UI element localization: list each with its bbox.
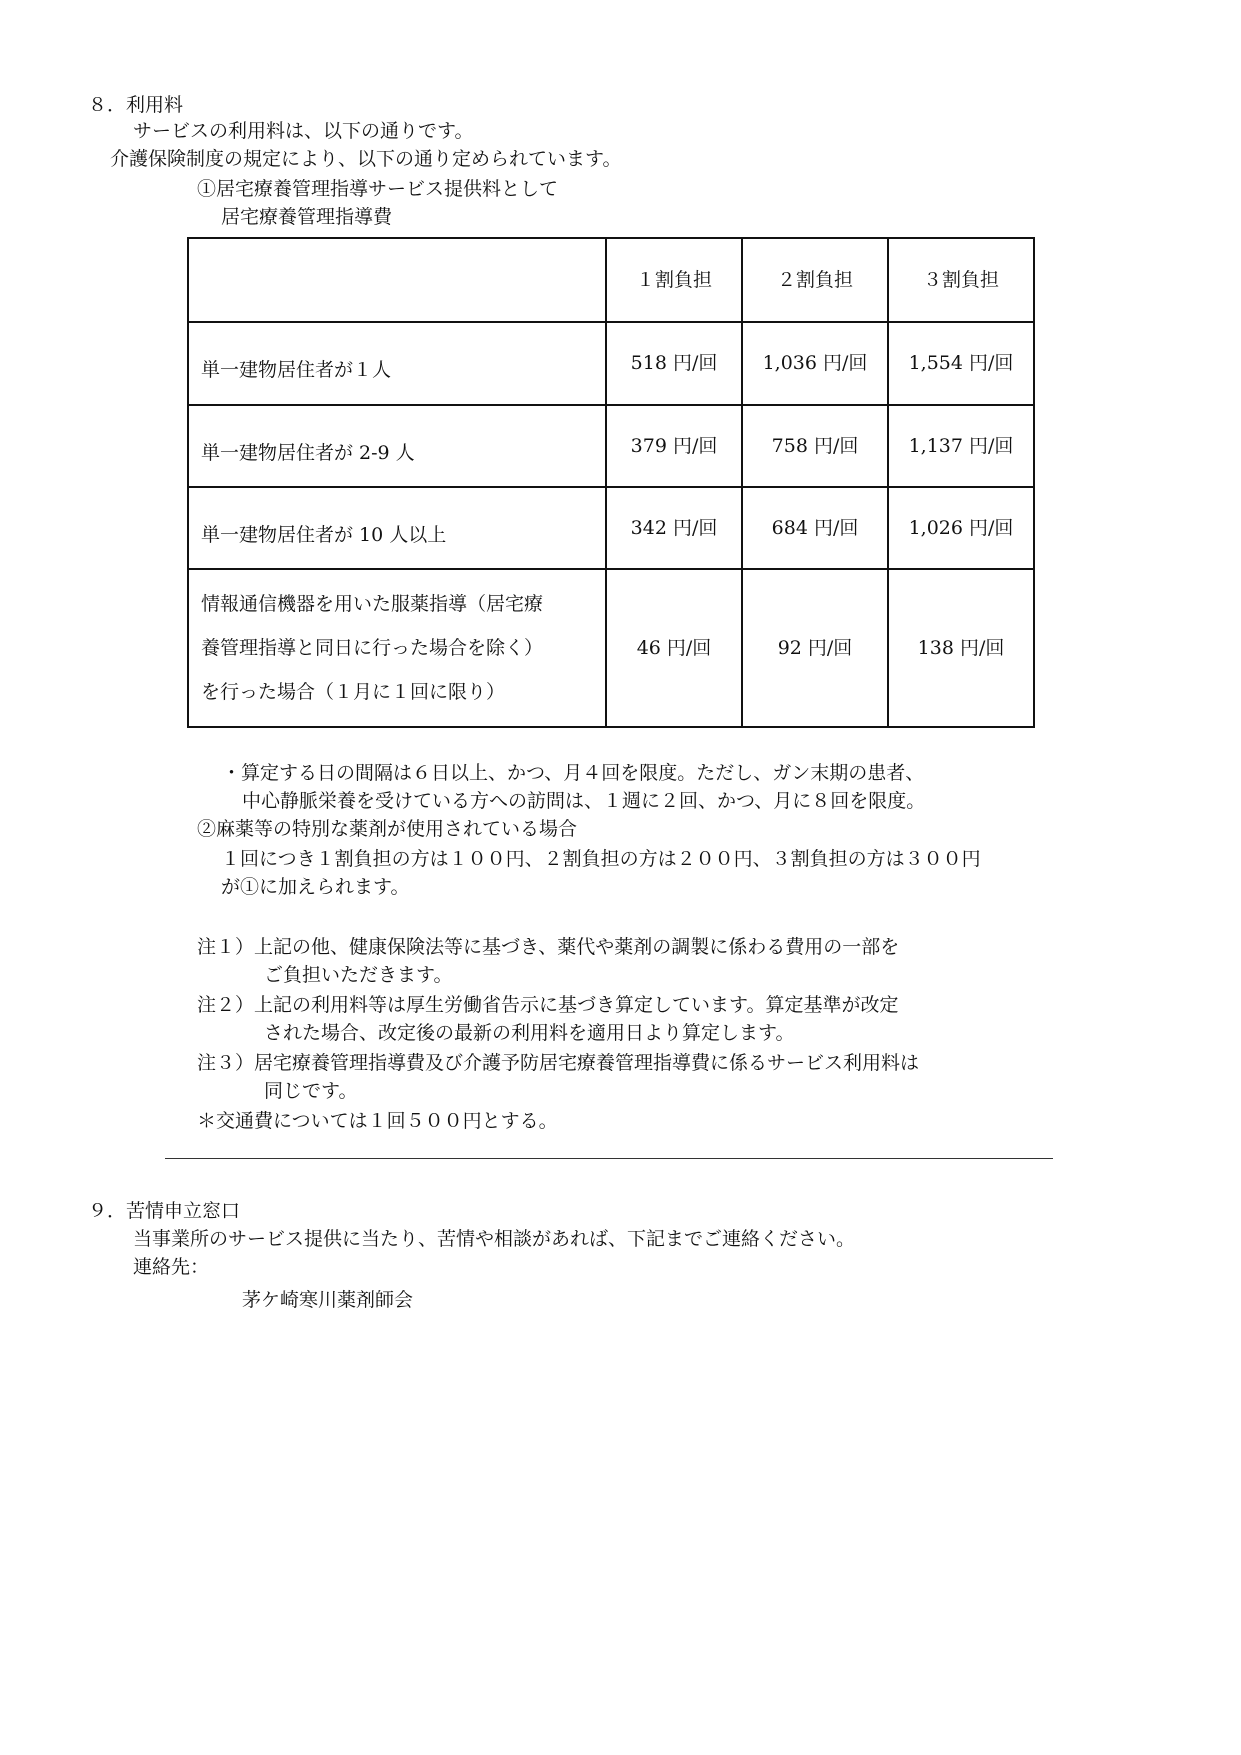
section-8-intro-line-1: サービスの利用料は、以下の通りです。: [133, 120, 474, 142]
bullet-line-1: ・算定する日の間隔は６日以上、かつ、月４回を限度。ただし、ガン末期の患者、: [222, 762, 925, 784]
transport-note: ＊交通費については１回５００円とする。: [197, 1110, 558, 1132]
row-value-1-wari: 518 円/回: [606, 322, 742, 405]
note-1-line-2: ご負担いただきます。: [264, 964, 453, 986]
row-label: 単一建物居住者が 2-9 人: [188, 405, 606, 487]
table-row: [188, 405, 1034, 487]
table-row: [188, 322, 1034, 405]
section-8-intro-line-2: 介護保険制度の規定により、以下の通り定められています。: [110, 148, 622, 170]
note-2-line-2: された場合、改定後の最新の利用料を適用日より算定します。: [264, 1022, 795, 1044]
row-value-3-wari: 138 円/回: [888, 569, 1034, 727]
table-header-2-wari: ２割負担: [742, 238, 888, 322]
row-value-3-wari: 1,137 円/回: [888, 405, 1034, 487]
row-label: 単一建物居住者が 10 人以上: [188, 487, 606, 569]
row-value-1-wari: 379 円/回: [606, 405, 742, 487]
row-value-3-wari: 1,554 円/回: [888, 322, 1034, 405]
table-header-3-wari: ３割負担: [888, 238, 1034, 322]
table-header-empty: [188, 238, 606, 322]
item-1-subtitle: 居宅療養管理指導費: [221, 206, 393, 228]
note-3-line-2: 同じです。: [264, 1080, 358, 1102]
section-divider: [165, 1158, 1053, 1159]
row-value-2-wari: 1,036 円/回: [742, 322, 888, 405]
item-2-title: ②麻薬等の特別な薬剤が使用されている場合: [197, 818, 578, 840]
item-1-title: ①居宅療養管理指導サービス提供料として: [197, 178, 559, 200]
row-label-line: 情報通信機器を用いた服薬指導（居宅療: [201, 593, 544, 615]
row-label-multiline: [188, 569, 606, 727]
note-1-line-1: 注１）上記の他、健康保険法等に基づき、薬代や薬剤の調製に係わる費用の一部を: [197, 936, 900, 958]
row-value-2-wari: 684 円/回: [742, 487, 888, 569]
contact-label: 連絡先：: [133, 1256, 210, 1278]
row-label-line: を行った場合（１月に１回に限り）: [201, 681, 506, 703]
section-9-line-1: 当事業所のサービス提供に当たり、苦情や相談があれば、下記までご連絡ください。: [133, 1228, 856, 1250]
table-header-1-wari: １割負担: [606, 238, 742, 322]
row-value-3-wari: 1,026 円/回: [888, 487, 1034, 569]
row-label-line: 養管理指導と同日に行った場合を除く）: [201, 637, 544, 659]
section-8-heading: ８．利用料: [88, 94, 184, 116]
row-label: 単一建物居住者が１人: [188, 322, 606, 405]
row-value-1-wari: 46 円/回: [606, 569, 742, 727]
table-row: [188, 487, 1034, 569]
table-header-row: [188, 238, 1034, 322]
table-row: [188, 569, 1034, 727]
item-2-line-2: が①に加えられます。: [221, 876, 410, 898]
row-value-2-wari: 758 円/回: [742, 405, 888, 487]
bullet-line-2: 中心静脈栄養を受けている方への訪問は、１週に２回、かつ、月に８回を限度。: [242, 790, 926, 812]
section-9-heading: ９．苦情申立窓口: [88, 1200, 241, 1222]
note-2-line-1: 注２）上記の利用料等は厚生労働省告示に基づき算定しています。算定基準が改定: [197, 994, 899, 1016]
row-value-1-wari: 342 円/回: [606, 487, 742, 569]
item-2-line-1: １回につき１割負担の方は１００円、２割負担の方は２００円、３割負担の方は３００円: [221, 848, 981, 870]
note-3-line-1: 注３）居宅療養管理指導費及び介護予防居宅療養管理指導費に係るサービス利用料は: [197, 1052, 920, 1074]
contact-name: 茅ケ崎寒川薬剤師会: [242, 1289, 414, 1311]
row-value-2-wari: 92 円/回: [742, 569, 888, 727]
fee-table: [187, 237, 1035, 728]
